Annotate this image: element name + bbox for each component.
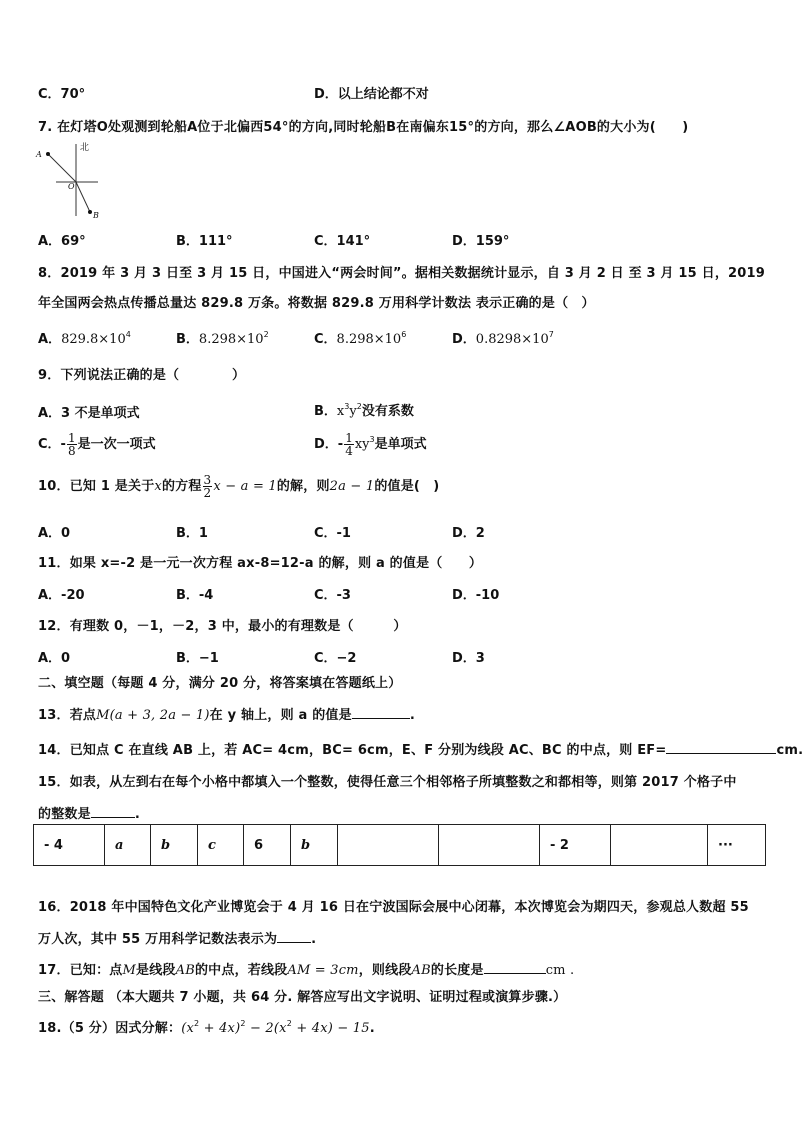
q8-stem-line1: 8．2019 年 3 月 3 日至 3 月 15 日，中国进入“两会时间”。据相关数据统计显示，自 3 月 2 日 至 3 月 15 日，2019 — [38, 266, 766, 281]
q8-option-c: C．$8.298\times 10^6$ — [314, 330, 407, 347]
q15-stem-line1: 15．如表，从左到右在每个小格中都填入一个整数，使得任意三个相邻格子所填整数之和都相等，则第 2017 个格子中 — [38, 775, 737, 790]
q11-option-d: D．-10 — [452, 588, 500, 603]
q10-option-a: A．0 — [38, 526, 71, 541]
q17-answer-blank — [484, 961, 546, 974]
q12-option-b: B．−1 — [176, 651, 219, 666]
q13-stem: 13．若点M(a + 3, 2a − 1)在 y 轴上，则 a 的值是 . — [38, 708, 415, 723]
q9-option-b: B．$x^3y^2$没有系数 — [314, 402, 414, 419]
grid-cell: - 2 — [540, 825, 611, 866]
q11-stem: 11．如果 x=-2 是一元一次方程 ax-8=12-a 的解，则 a 的值是（ ） — [38, 556, 483, 571]
q14-answer-blank — [666, 741, 776, 754]
grid-cell: ··· — [708, 825, 766, 866]
section-heading-fill-in: 二、填空题（每题 4 分，满分 20 分，将答案填在答题纸上） — [38, 676, 402, 691]
q13-answer-blank — [352, 706, 410, 719]
q9-stem: 9．下列说法正确的是（ ） — [38, 368, 246, 383]
number-grid — [33, 824, 766, 866]
q10-option-d: D．2 — [452, 526, 485, 541]
q7-option-c: C．141° — [314, 234, 371, 249]
q10-stem: 10．已知 1 是关于x的方程 $\frac{3}{2}$ x − a = 1的解，则2a − 1的值是( ) — [38, 473, 440, 500]
q6-option-d: D．以上结论都不对 — [314, 87, 429, 102]
fraction-one-eighth: $\frac{1}{8}$ — [67, 431, 76, 458]
grid-cell — [338, 825, 439, 866]
grid-cell: 6 — [244, 825, 291, 866]
q7-stem: 7. 在灯塔O处观测到轮船A位于北偏西54°的方向,同时轮船B在南偏东15°的方向，那么∠AOB的大小为( ) — [38, 120, 689, 135]
q12-option-d: D．3 — [452, 651, 485, 666]
q9-option-d: D．- $\frac{1}{4}$ $xy^3$是单项式 — [314, 431, 427, 458]
grid-cell — [439, 825, 540, 866]
q9-option-c: C．- $\frac{1}{8}$ 是一次一项式 — [38, 431, 156, 458]
q8-stem-line2: 年全国两会热点传播总量达 829.8 万条。将数据 829.8 万用科学计数法 表示正确的是（ ） — [38, 296, 595, 311]
q7-option-d: D．159° — [452, 234, 510, 249]
q16-answer-blank — [277, 930, 311, 943]
section-heading-solutions: 三、解答题 （本大题共 7 小题，共 64 分. 解答应写出文字说明、证明过程或演算步骤.） — [38, 990, 567, 1005]
q8-option-b: B．$8.298\times 10^2$ — [176, 330, 269, 347]
grid-cell: b — [291, 825, 338, 866]
q7-option-a: A．69° — [38, 234, 86, 249]
q12-option-a: A．0 — [38, 651, 71, 666]
point-b — [88, 210, 92, 214]
q7-option-b: B．111° — [176, 234, 233, 249]
fraction-one-quarter: $\frac{1}{4}$ — [345, 431, 353, 458]
grid-row — [34, 825, 766, 866]
q12-stem: 12．有理数 0，－1，－2，3 中，最小的有理数是（ ） — [38, 619, 407, 634]
q15-stem-line2: 的整数是 . — [38, 807, 140, 822]
q16-stem-line2: 万人次，其中 55 万用科学记数法表示为 . — [38, 932, 317, 947]
q12-option-c: C．−2 — [314, 651, 357, 666]
label-a: A — [36, 150, 42, 159]
q18-stem: 18.（5 分）因式分解：$(x^2 + 4x)^2 - 2(x^2 + 4x) - 15$. — [38, 1019, 375, 1036]
grid-cell — [611, 825, 708, 866]
q10-option-c: C．-1 — [314, 526, 351, 541]
q17-stem: 17．已知：点M是线段AB的中点，若线段AM = 3cm，则线段AB的长度是 cm . — [38, 963, 575, 978]
q11-option-c: C．-3 — [314, 588, 351, 603]
fraction-three-halves: $\frac{3}{2}$ — [203, 473, 212, 500]
q8-option-a: A．$829.8\times 10^4$ — [38, 330, 131, 347]
grid-cell: a — [105, 825, 151, 866]
q8-option-d: D．$0.8298\times 10^7$ — [452, 330, 554, 347]
ray-oa — [48, 154, 76, 182]
q16-stem-line1: 16．2018 年中国特色文化产业博览会于 4 月 16 日在宁波国际会展中心闭幕，本次博览会为期四天，参观总人数超 55 — [38, 900, 749, 915]
label-b: B — [93, 211, 99, 220]
q11-option-a: A．-20 — [38, 588, 85, 603]
grid-cell: c — [198, 825, 244, 866]
ray-ob — [76, 182, 90, 212]
q6-option-c: C．70° — [38, 87, 86, 102]
label-north: 北 — [80, 143, 90, 153]
grid-cell: b — [151, 825, 198, 866]
grid-cell: - 4 — [34, 825, 105, 866]
q9-option-a: A．3 不是单项式 — [38, 406, 140, 421]
q14-stem: 14．已知点 C 在直线 AB 上，若 AC= 4cm，BC= 6cm，E、F 分别为线段 AC、BC 的中点，则 EF= cm. — [38, 743, 803, 758]
compass-figure — [34, 138, 104, 222]
point-a — [46, 152, 50, 156]
q11-option-b: B．-4 — [176, 588, 214, 603]
q10-option-b: B．1 — [176, 526, 208, 541]
label-o: O — [68, 182, 75, 191]
q15-answer-blank — [91, 805, 135, 818]
